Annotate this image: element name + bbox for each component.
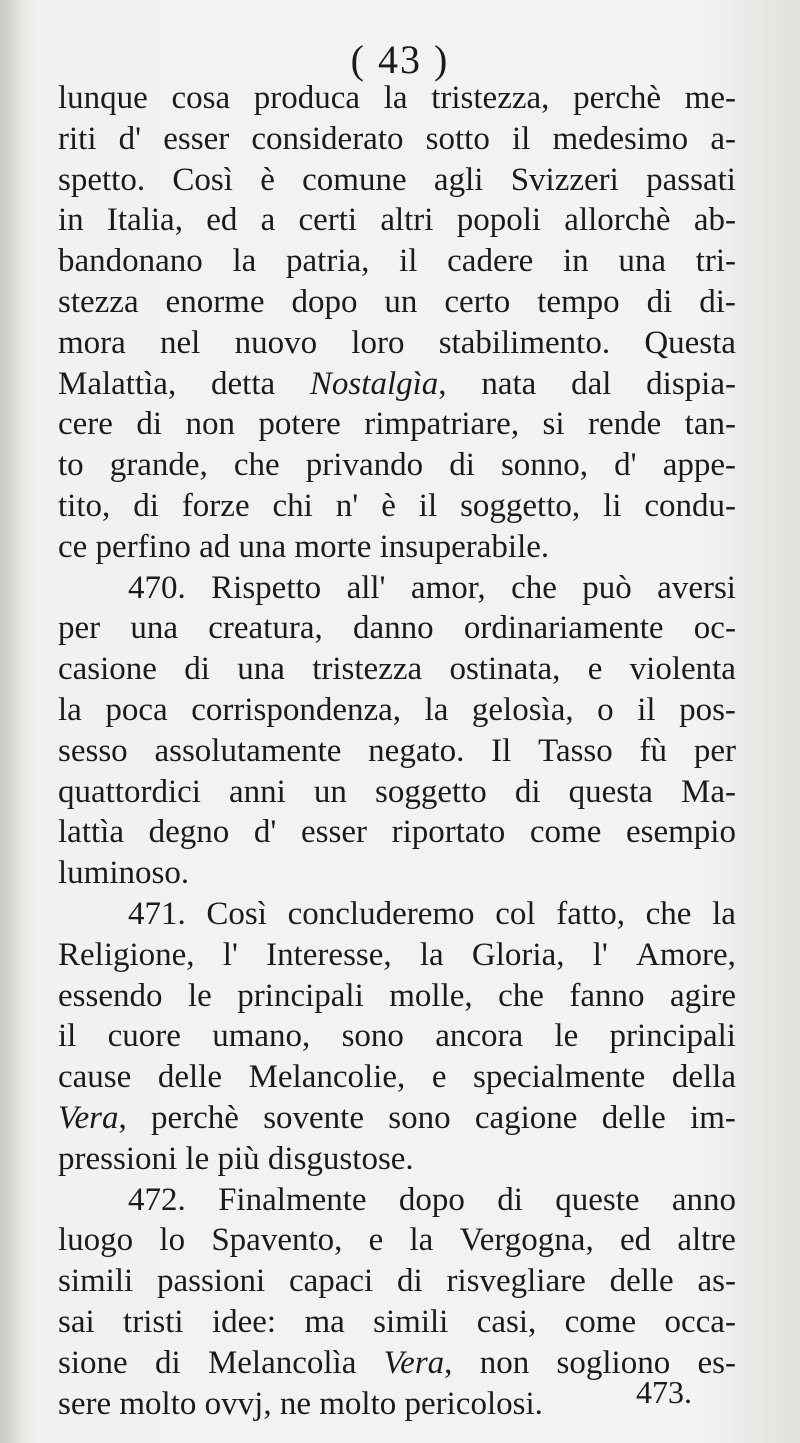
text-line	[58, 812, 736, 853]
word: Spavento,	[211, 1222, 343, 1259]
word: sonno,	[500, 447, 589, 484]
word: Vera,	[383, 1344, 453, 1381]
word: Così	[172, 161, 233, 198]
text-line	[58, 1302, 736, 1343]
text-line	[58, 568, 736, 609]
word: cere	[58, 406, 113, 443]
word: n'	[335, 487, 359, 524]
word: e	[368, 1222, 384, 1259]
text-line	[58, 649, 736, 690]
word: Melancolie,	[248, 1059, 406, 1096]
word: perchè	[573, 80, 661, 116]
word: agire	[670, 977, 736, 1014]
word: l'	[592, 936, 608, 973]
word: popoli	[456, 202, 542, 239]
word: simili	[58, 1263, 134, 1300]
word: la	[58, 691, 82, 728]
text-line	[58, 976, 736, 1017]
word: che	[498, 977, 544, 1014]
word: sogliono	[556, 1344, 671, 1381]
word: condu-	[644, 487, 736, 524]
word: dal	[571, 365, 612, 402]
text-line	[58, 119, 736, 160]
text-line	[58, 241, 736, 282]
word: non	[185, 406, 235, 443]
word: Malattìa,	[58, 365, 177, 402]
word: Il	[491, 732, 512, 769]
word: bandonano	[58, 243, 203, 280]
word: im-	[690, 1099, 736, 1136]
word: esser	[163, 120, 230, 157]
word: Rispetto	[211, 569, 322, 606]
word: insuperabile.	[379, 528, 550, 565]
word: cadere	[447, 243, 534, 280]
word: Ma-	[680, 773, 736, 810]
word: me-	[684, 80, 736, 116]
word: a	[260, 202, 276, 239]
word: as-	[697, 1263, 736, 1300]
text-line	[58, 527, 736, 568]
text-line	[58, 1180, 736, 1221]
word: le	[554, 1018, 579, 1055]
word: mora	[58, 324, 126, 361]
word: a-	[710, 120, 736, 157]
word: Svizzeri	[510, 161, 619, 198]
word: sotto	[425, 120, 490, 157]
word: capaci	[288, 1263, 374, 1300]
text-line	[58, 690, 736, 731]
word: degno	[148, 814, 230, 851]
word: soggetto,	[460, 487, 581, 524]
word: grande,	[109, 447, 208, 484]
word: anno	[671, 1181, 736, 1218]
word: per	[58, 610, 101, 647]
word: rimpatriare,	[364, 406, 520, 443]
word: enorme	[165, 283, 265, 320]
catchword: 473.	[636, 1374, 692, 1410]
word: il	[58, 1018, 77, 1055]
word: umano,	[212, 1018, 311, 1055]
word: che	[511, 569, 557, 606]
word: di	[646, 283, 673, 320]
text-line	[58, 364, 736, 405]
word: anni	[229, 773, 286, 810]
word: il	[512, 120, 531, 157]
word: un	[384, 283, 418, 320]
text-line	[58, 1261, 736, 1302]
word: pericolosi.	[404, 1385, 543, 1422]
page-edge-shadow	[0, 0, 22, 1443]
word: nuovo	[234, 324, 318, 361]
word: le	[187, 977, 212, 1014]
word: esempio	[626, 814, 736, 851]
text-line	[58, 1343, 736, 1384]
page-number: ( 43 )	[350, 37, 450, 82]
word: come	[529, 814, 602, 851]
word: sono	[341, 1018, 404, 1055]
word: ancora	[435, 1018, 524, 1055]
word: la	[232, 243, 257, 280]
word: non	[479, 1344, 530, 1381]
text-line	[58, 404, 736, 445]
text-line	[58, 486, 736, 527]
word: pressioni	[58, 1140, 178, 1177]
word: oc-	[693, 610, 736, 647]
word: Italia,	[106, 202, 183, 239]
word: ed	[619, 1222, 652, 1259]
text-line	[58, 772, 736, 813]
word: le	[185, 1140, 210, 1177]
word: morte	[294, 528, 372, 565]
word: Amore,	[636, 936, 736, 973]
word: cosa	[171, 80, 231, 116]
word: simili	[373, 1303, 449, 1340]
word: ne	[279, 1385, 311, 1422]
word: li	[603, 487, 622, 524]
word: agli	[433, 161, 484, 198]
word: cuore	[107, 1018, 181, 1055]
word: Così	[206, 895, 267, 932]
word: ma	[304, 1303, 345, 1340]
word: la	[383, 80, 408, 116]
word: delle	[601, 1099, 666, 1136]
word: violenta	[629, 651, 736, 688]
word: medesimo	[552, 120, 689, 157]
text-line	[58, 445, 736, 486]
word: è	[381, 487, 396, 524]
word: Finalmente	[218, 1181, 367, 1218]
word: fù	[639, 732, 668, 769]
word: 471.	[128, 895, 186, 932]
word: forze	[181, 487, 250, 524]
word: altri	[380, 202, 434, 239]
word: sono	[388, 1099, 451, 1136]
body-text	[58, 78, 736, 1424]
word: idee:	[211, 1303, 277, 1340]
text-line	[58, 1057, 736, 1098]
word: altre	[677, 1222, 736, 1259]
word: ab-	[693, 202, 736, 239]
word: cagione	[474, 1099, 578, 1136]
word: di	[184, 651, 210, 688]
word: spetto.	[58, 161, 146, 198]
word: e	[431, 1059, 447, 1096]
word: produca	[253, 80, 361, 116]
word: ostinata,	[449, 651, 561, 688]
word: d'	[253, 814, 277, 851]
word: il	[637, 691, 656, 728]
word: di	[133, 487, 159, 524]
text-line	[58, 160, 736, 201]
word: molto	[119, 1385, 197, 1422]
word: quattordici	[58, 773, 201, 810]
word: il	[418, 487, 438, 524]
word: Melancolìa	[207, 1344, 357, 1381]
word: es-	[697, 1344, 736, 1381]
word: nel	[160, 324, 201, 361]
word: pos-	[679, 691, 736, 728]
word: tan-	[684, 406, 736, 443]
word: delle	[609, 1263, 674, 1300]
word: tristezza,	[431, 80, 550, 116]
word: tristezza	[312, 651, 423, 688]
word: privando	[305, 447, 424, 484]
word: una	[238, 528, 287, 565]
word: tri-	[695, 243, 736, 280]
word: aversi	[657, 569, 736, 606]
word: cause	[58, 1059, 132, 1096]
word: appe-	[662, 447, 736, 484]
text-line	[58, 1098, 736, 1139]
word: essendo	[58, 977, 163, 1014]
word: dopo	[291, 283, 358, 320]
word: ce	[58, 528, 88, 565]
word: una	[237, 651, 285, 688]
word: gelosìa,	[471, 691, 574, 728]
word: all'	[346, 569, 386, 606]
text-line	[58, 853, 736, 894]
word: lunque	[58, 80, 148, 116]
word: fatto,	[556, 895, 625, 932]
word: chi	[272, 487, 313, 524]
word: principali	[237, 977, 364, 1014]
word: concluderemo	[287, 895, 475, 932]
word: e	[587, 651, 603, 688]
word: una	[130, 610, 179, 647]
word: l'	[222, 936, 238, 973]
word: luogo	[58, 1222, 134, 1259]
word: principali	[609, 1018, 736, 1055]
word: per	[693, 732, 736, 769]
word: come	[564, 1303, 637, 1340]
text-line	[58, 935, 736, 976]
word: risvegliare	[446, 1263, 586, 1300]
word: di	[497, 1181, 523, 1218]
word: certo	[444, 283, 511, 320]
word: la	[419, 936, 444, 973]
text-line	[58, 1384, 736, 1425]
text-line	[58, 1139, 736, 1180]
word: rende	[587, 406, 662, 443]
word: di	[514, 773, 541, 810]
word: esser	[301, 814, 367, 851]
word: sione	[58, 1344, 128, 1381]
word: è	[260, 161, 275, 198]
word: la	[409, 1222, 434, 1259]
text-line	[58, 282, 736, 323]
word: sovente	[263, 1099, 364, 1136]
word: specialmente	[473, 1059, 646, 1096]
word: sesso	[58, 732, 128, 769]
word: Interesse,	[266, 936, 392, 973]
word: tito,	[58, 487, 111, 524]
word: casione	[58, 651, 157, 688]
word: di	[449, 447, 475, 484]
word: dopo	[398, 1181, 465, 1218]
word: ad	[199, 528, 231, 565]
word: più	[217, 1140, 260, 1177]
word: dispia-	[646, 365, 736, 402]
text-line	[58, 608, 736, 649]
word: tristi	[123, 1303, 184, 1340]
word: in	[58, 202, 84, 239]
word: una	[618, 243, 666, 280]
text-line	[58, 78, 736, 119]
word: molle,	[389, 977, 473, 1014]
word: tempo	[537, 283, 620, 320]
word: stabilimento.	[438, 324, 611, 361]
word: Nostalgìa,	[309, 365, 447, 402]
word: di	[136, 406, 163, 443]
word: Religione,	[58, 936, 195, 973]
word: di-	[699, 283, 736, 320]
word: ordinariamente	[463, 610, 664, 647]
text-line	[58, 894, 736, 935]
word: occa-	[664, 1303, 736, 1340]
word: to	[58, 447, 84, 484]
word: di	[154, 1344, 181, 1381]
word: ed	[206, 202, 238, 239]
word: comune	[302, 161, 407, 198]
word: col	[495, 895, 536, 932]
word: sai	[58, 1303, 95, 1340]
word: d'	[614, 447, 637, 484]
word: corrispondenza,	[191, 691, 402, 728]
word: di	[397, 1263, 423, 1300]
word: il	[399, 243, 418, 280]
word: un	[313, 773, 347, 810]
word: queste	[555, 1181, 640, 1218]
word: molto	[319, 1385, 397, 1422]
word: disgustose.	[267, 1140, 414, 1177]
word: si	[542, 406, 565, 443]
word: certi	[298, 202, 358, 239]
word: assolutamente	[154, 732, 342, 769]
word: creatura,	[208, 610, 323, 647]
word: 472.	[128, 1181, 186, 1218]
word: che	[645, 895, 692, 932]
word: considerato	[251, 120, 404, 157]
word: 470.	[128, 569, 186, 606]
word: lattìa	[58, 814, 124, 851]
word: la	[424, 691, 449, 728]
word: stezza	[58, 283, 139, 320]
word: detta	[211, 365, 276, 402]
text-line	[58, 1016, 736, 1057]
word: d'	[118, 120, 142, 157]
text-line	[58, 731, 736, 772]
word: perchè	[151, 1099, 239, 1136]
word: può	[582, 569, 632, 606]
word: in	[562, 243, 589, 280]
text-line	[58, 1220, 736, 1261]
word: casi,	[476, 1303, 537, 1340]
word: questa	[568, 773, 653, 810]
word: soggetto	[374, 773, 487, 810]
word: loro	[351, 324, 405, 361]
word: potere	[258, 406, 341, 443]
word: passati	[646, 161, 736, 198]
word: Vergogna,	[459, 1222, 594, 1259]
word: che	[233, 447, 280, 484]
word: negato.	[368, 732, 465, 769]
text-line	[58, 200, 736, 241]
text-line	[58, 323, 736, 364]
word: fanno	[569, 977, 645, 1014]
word: la	[712, 895, 736, 932]
word: sere	[58, 1385, 112, 1422]
word: Gloria,	[471, 936, 565, 973]
word: Questa	[644, 324, 736, 361]
word: poca	[105, 691, 168, 728]
word: riti	[58, 120, 97, 157]
word: Tasso	[538, 732, 613, 769]
word: amor,	[410, 569, 486, 606]
word: lo	[159, 1222, 186, 1259]
word: Vera,	[58, 1099, 127, 1136]
word: danno	[352, 610, 434, 647]
word: perfino	[95, 528, 191, 565]
word: della	[671, 1059, 736, 1096]
word: nata	[481, 365, 537, 402]
word: patria,	[286, 243, 370, 280]
word: allorchè	[564, 202, 671, 239]
word: delle	[157, 1059, 222, 1096]
word: passioni	[156, 1263, 266, 1300]
word: o	[597, 691, 614, 728]
word: ovvj,	[204, 1385, 272, 1422]
word: riportato	[391, 814, 506, 851]
word: luminoso.	[58, 855, 190, 892]
